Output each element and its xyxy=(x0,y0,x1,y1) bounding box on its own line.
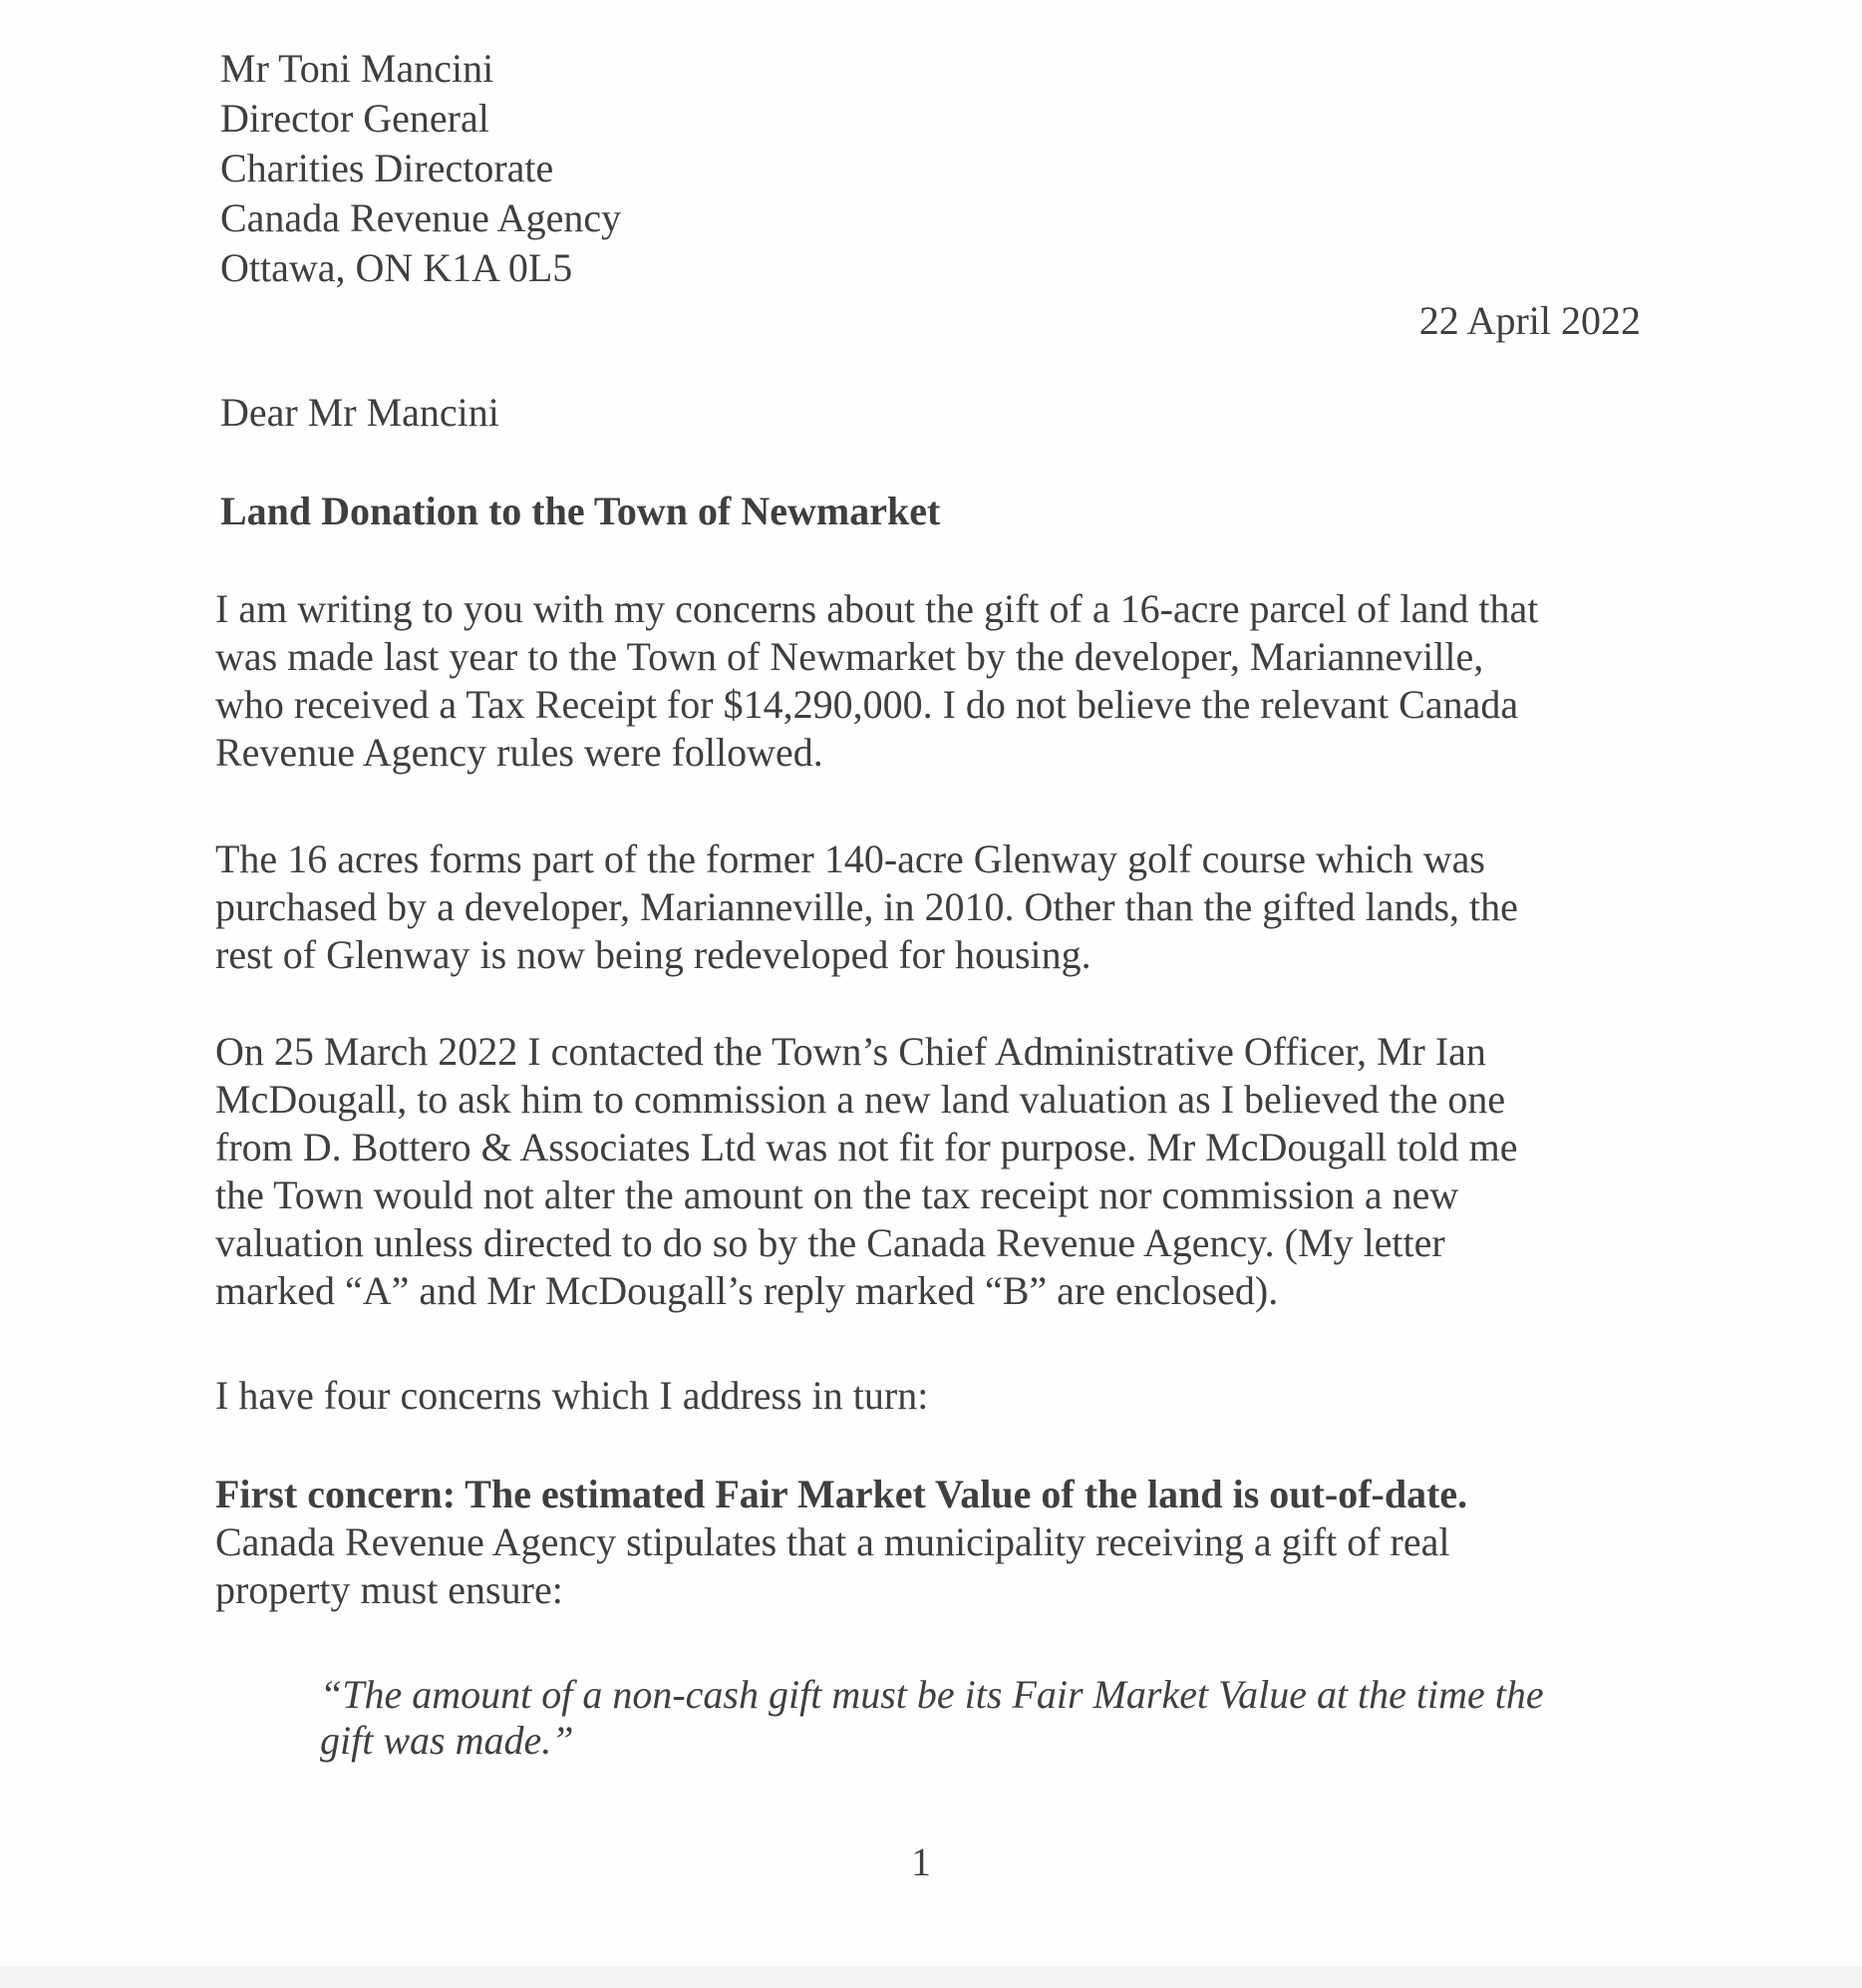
paragraph-line: who received a Tax Receipt for $14,290,000. I do not believe the relevant Canada xyxy=(215,682,1519,727)
quote-line: “The amount of a non-cash gift must be its Fair Market Value at the time the xyxy=(320,1672,1544,1717)
letter-subject: Land Donation to the Town of Newmarket xyxy=(220,489,941,533)
paragraph-line: valuation unless directed to do so by the Canada Revenue Agency. (My letter xyxy=(215,1220,1445,1265)
paragraph-line: the Town would not alter the amount on the tax receipt nor commission a new xyxy=(215,1172,1459,1217)
paragraph-line: On 25 March 2022 I contacted the Town’s Chief Administrative Officer, Mr Ian xyxy=(215,1029,1486,1074)
paragraph-concerns-intro xyxy=(215,1372,1651,1420)
paragraph-contact xyxy=(215,1028,1651,1315)
page-number: 1 xyxy=(911,1839,931,1884)
block-quote xyxy=(320,1672,1656,1764)
paragraph-line: from D. Bottero & Associates Ltd was not fit for purpose. Mr McDougall told me xyxy=(215,1125,1518,1169)
quote-line: gift was made.” xyxy=(320,1718,574,1763)
paragraph-intro xyxy=(215,585,1651,777)
paragraph-line: McDougall, to ask him to commission a new land valuation as I believed the one xyxy=(215,1077,1506,1122)
salutation: Dear Mr Mancini xyxy=(220,390,499,435)
paragraph-line: rest of Glenway is now being redeveloped for housing. xyxy=(215,932,1091,977)
recipient-agency: Canada Revenue Agency xyxy=(220,195,622,240)
paragraph-line: purchased by a developer, Marianneville, in 2010. Other than the gifted lands, the xyxy=(215,884,1518,929)
paragraph-line: I am writing to you with my concerns about the gift of a 16-acre parcel of land that xyxy=(215,586,1539,631)
recipient-name: Mr Toni Mancini xyxy=(220,46,494,91)
paragraph-line: The 16 acres forms part of the former 140-acre Glenway golf course which was xyxy=(215,836,1485,881)
paragraph-line: Canada Revenue Agency stipulates that a municipality receiving a gift of real xyxy=(215,1519,1450,1564)
recipient-address xyxy=(220,44,621,293)
recipient-city: Ottawa, ON K1A 0L5 xyxy=(220,245,573,290)
paragraph-line: property must ensure: xyxy=(215,1567,563,1612)
paragraph-line: Revenue Agency rules were followed. xyxy=(215,730,823,775)
paragraph-line: I have four concerns which I address in turn: xyxy=(215,1373,929,1418)
page-bottom-edge xyxy=(0,1966,1862,1988)
paragraph-line: was made last year to the Town of Newmarket by the developer, Marianneville, xyxy=(215,634,1484,679)
recipient-department: Charities Directorate xyxy=(220,146,554,190)
first-concern-heading: First concern: The estimated Fair Market Value of the land is out-of-date. xyxy=(215,1472,1468,1516)
letter-date: 22 April 2022 xyxy=(1418,298,1641,343)
paragraph-line: marked “A” and Mr McDougall’s reply marked “B” are enclosed). xyxy=(215,1268,1279,1313)
paragraph-background xyxy=(215,835,1651,979)
recipient-title: Director General xyxy=(220,96,489,141)
first-concern xyxy=(215,1471,1651,1614)
